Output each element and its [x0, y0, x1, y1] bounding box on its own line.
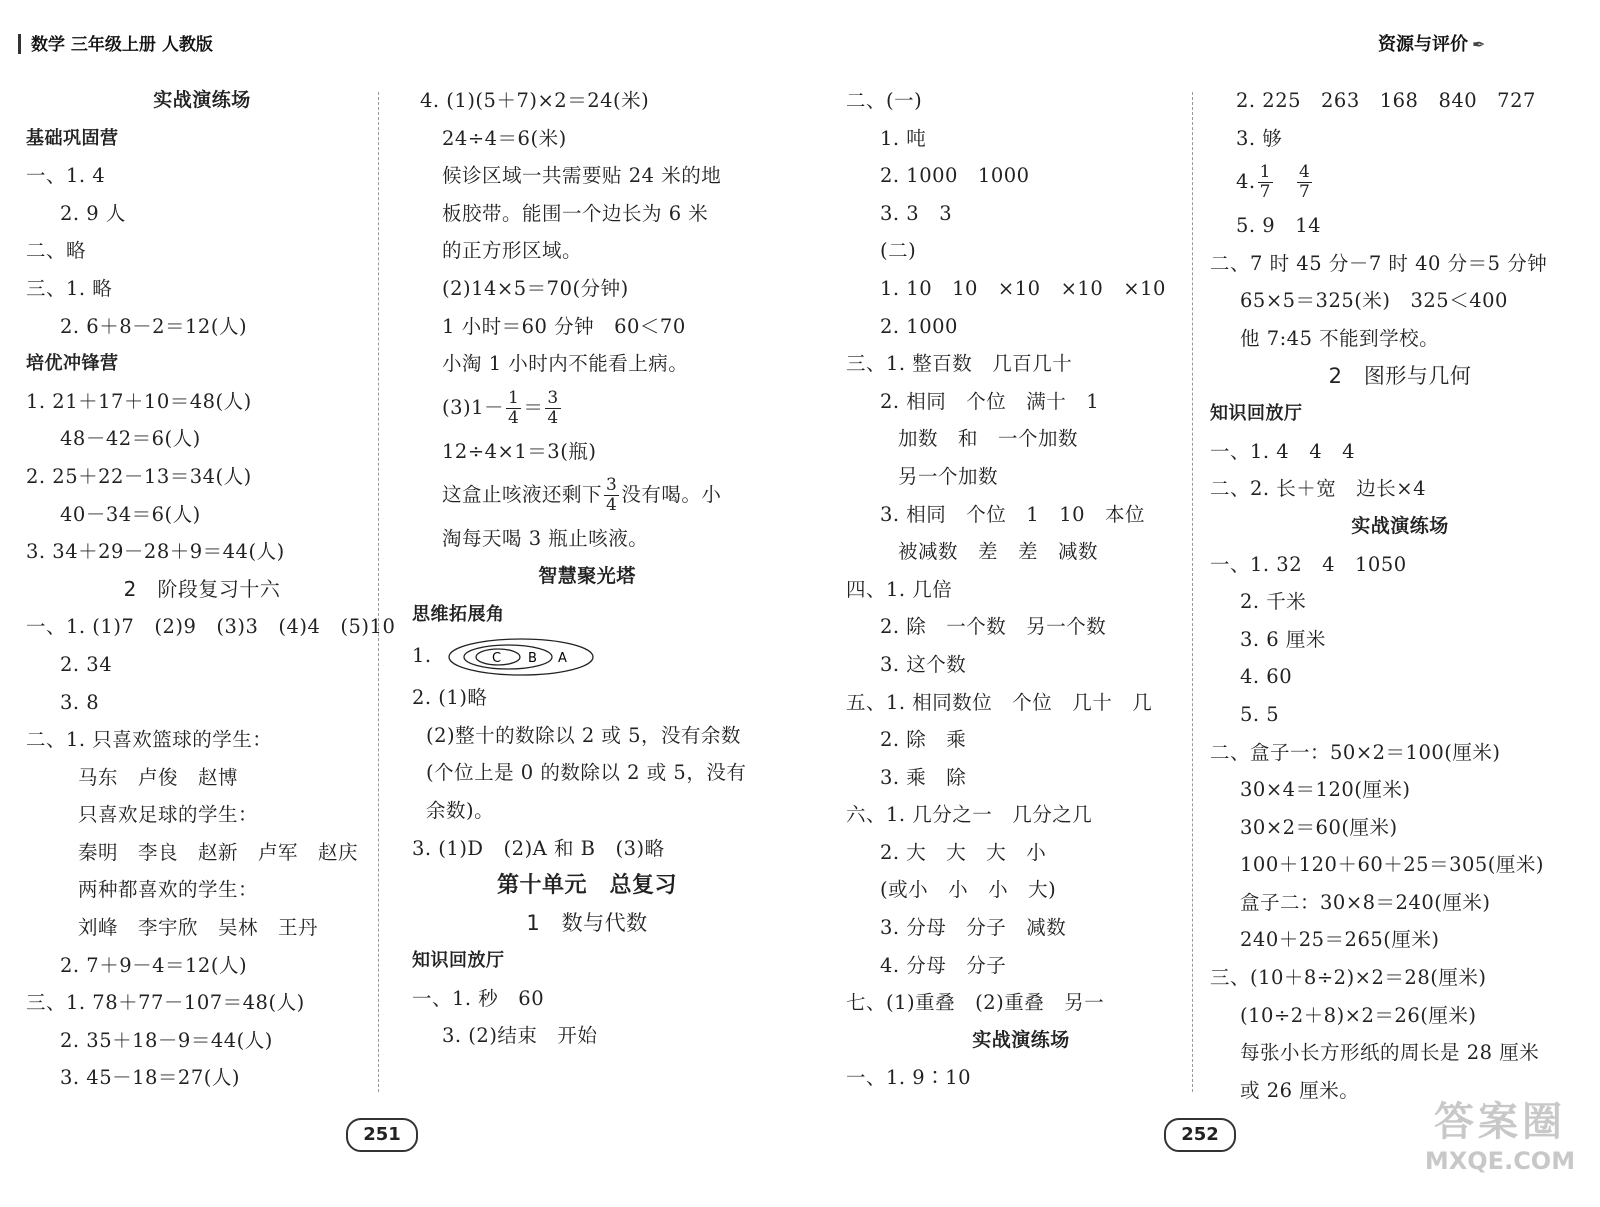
fraction — [545, 387, 560, 428]
section-heading: 实战演练场 — [1351, 514, 1449, 537]
numerator: 3 — [547, 387, 559, 408]
answer-line: 候诊区域一共需要贴 24 米的地 — [442, 164, 722, 188]
answer-line: 一、1. 32 4 1050 — [1210, 552, 1407, 576]
answer-line: 秦明 李良 赵新 卢军 赵庆 — [78, 840, 359, 864]
column-divider — [378, 92, 379, 1092]
equals-sign: ＝ — [523, 395, 544, 419]
answer-line: 2. 大 大 大 小 — [880, 840, 1047, 864]
answer-line: (个位上是 0 的数除以 2 或 5，没有 — [426, 761, 747, 785]
answer-column-1 — [26, 82, 396, 1097]
answer-line: 2. 34 — [60, 652, 113, 676]
label-c: C — [492, 650, 502, 666]
answer-line: 2. 除 乘 — [880, 728, 967, 752]
answer-line: 每张小长方形纸的周长是 28 厘米 — [1240, 1041, 1540, 1065]
answer-line: 5. 9 14 — [1236, 214, 1322, 238]
label-b: B — [528, 650, 538, 666]
fraction — [1297, 164, 1312, 201]
answer-line: 或 26 厘米。 — [1240, 1078, 1360, 1102]
answer-line: 48－42＝6(人) — [60, 427, 201, 451]
answer-line: 3. 分母 分子 减数 — [880, 916, 1067, 940]
answer-line: 二、7 时 45 分－7 时 40 分＝5 分钟 — [1210, 251, 1548, 275]
answer-line: 一、1. (1)7 (2)9 (3)3 (4)4 (5)10 — [26, 615, 396, 639]
answer-line: 三、1. 整百数 几百几十 — [846, 352, 1073, 376]
numerator: 1 — [508, 387, 520, 408]
nested-ellipse-diagram — [446, 637, 596, 677]
answer-line: 100＋120＋60＋25＝305(厘米) — [1240, 853, 1544, 877]
answer-line: 2. 相同 个位 满十 1 — [880, 389, 1100, 413]
denominator: 4 — [547, 407, 559, 428]
series-title — [1378, 30, 1485, 56]
fraction — [604, 477, 619, 514]
denominator: 4 — [508, 407, 520, 428]
answer-line: 2. 225 263 168 840 727 — [1236, 89, 1536, 112]
answer-line: 3. 3 3 — [880, 201, 953, 225]
item-number: 1. — [412, 644, 432, 668]
answer-line: 3. 这个数 — [880, 652, 967, 676]
answer-line: 2. 除 一个数 另一个数 — [880, 615, 1107, 639]
answer-line: 3. 45－18＝27(人) — [60, 1066, 240, 1090]
fraction-equation — [412, 383, 762, 433]
ellipse-a — [449, 639, 593, 675]
section-heading: 实战演练场 — [972, 1028, 1070, 1051]
answer-line: 4. (1)(5＋7)×2＝24(米) — [420, 89, 650, 112]
answer-line: 一、1. 4 4 4 — [1210, 439, 1356, 463]
answer-line: 加数 和 一个加数 — [898, 427, 1079, 451]
answer-line: 2. (1)略 — [412, 686, 488, 710]
numerator: 3 — [606, 475, 618, 496]
answer-line: 三、1. 略 — [26, 276, 113, 300]
answer-line: 3. 相同 个位 1 10 本位 — [880, 502, 1146, 526]
fraction — [1258, 164, 1273, 201]
answer-line: 只喜欢足球的学生： — [78, 803, 259, 827]
answer-line: 淘每天喝 3 瓶止咳液。 — [442, 527, 649, 551]
answer-line: (或小 小 小 大) — [880, 878, 1057, 902]
fraction — [506, 387, 521, 428]
answer-line: 30×4＝120(厘米) — [1240, 778, 1411, 802]
book-title — [18, 30, 213, 55]
answer-line: 1. 21＋17＋10＝48(人) — [26, 389, 252, 413]
chapter-title: 2 图形与几何 — [1328, 363, 1472, 388]
answer-line: 二、略 — [26, 239, 87, 263]
answer-line: (2)整十的数除以 2 或 5，没有余数 — [426, 723, 742, 747]
fraction-sentence — [412, 470, 762, 520]
answer-line: 3. 8 — [60, 690, 100, 714]
answer-line: 三、(10＋8÷2)×2＝28(厘米) — [1210, 966, 1487, 990]
logo-icon: ✒ — [1472, 35, 1486, 54]
answer-line: 小淘 1 小时内不能看上病。 — [442, 352, 689, 376]
answer-line: 30×2＝60(厘米) — [1240, 815, 1398, 839]
watermark-line-1: 答案圈 — [1434, 1099, 1566, 1145]
answer-line: 七、(1)重叠 (2)重叠 另一 — [846, 991, 1105, 1015]
answer-line: 3. 6 厘米 — [1240, 627, 1326, 651]
answer-line: 二、2. 长＋宽 边长×4 — [1210, 477, 1427, 501]
watermark — [1410, 1090, 1590, 1200]
answer-line: 2. 7＋9－4＝12(人) — [60, 953, 248, 977]
fraction-answer — [1210, 157, 1590, 207]
answer-line: 24÷4＝6(米) — [442, 126, 567, 150]
answer-line: 3. 够 — [1236, 126, 1283, 150]
title-bar-decoration — [18, 34, 21, 54]
answer-line: 的正方形区域。 — [442, 239, 583, 263]
answer-line: 2. 6＋8－2＝12(人) — [60, 314, 248, 338]
sentence-suffix: 没有喝。小 — [621, 483, 722, 507]
page-number-right: 252 — [1164, 1118, 1236, 1152]
equation-prefix: (3)1－ — [442, 395, 505, 419]
denominator: 7 — [1259, 182, 1271, 203]
answer-line: 六、1. 几分之一 几分之几 — [846, 803, 1093, 827]
answer-line: 两种都喜欢的学生： — [78, 878, 259, 902]
answer-line: 2. 千米 — [1240, 590, 1307, 614]
answer-line: (10÷2＋8)×2＝26(厘米) — [1240, 1003, 1477, 1027]
denominator: 7 — [1299, 182, 1311, 203]
answer-line: 余数)。 — [426, 798, 495, 822]
subsection-heading: 知识回放厅 — [412, 950, 505, 972]
answer-line: 他 7:45 不能到学校。 — [1240, 326, 1440, 350]
denominator: 4 — [606, 495, 618, 516]
answer-line: 二、1. 只喜欢篮球的学生： — [26, 728, 273, 752]
answer-line: 240＋25＝265(厘米) — [1240, 928, 1440, 952]
answer-line: 1 小时＝60 分钟 60＜70 — [442, 314, 686, 338]
answer-line: 12÷4×1＝3(瓶) — [442, 439, 597, 463]
numerator: 1 — [1259, 162, 1271, 183]
numerator: 4 — [1299, 162, 1311, 183]
answer-column-3 — [846, 82, 1196, 1097]
answer-line: 盒子二：30×8＝240(厘米) — [1240, 890, 1491, 914]
answer-line: 4. 分母 分子 — [880, 953, 1007, 977]
subsection-heading: 思维拓展角 — [412, 603, 505, 625]
answer-line: (2)14×5＝70(分钟) — [442, 276, 629, 300]
answer-line: 3. (2)结束 开始 — [442, 1024, 598, 1048]
answer-line: 一、1. 秒 60 — [412, 986, 545, 1010]
page-number-left: 251 — [346, 1118, 418, 1152]
answer-line: 二、(一) — [846, 89, 923, 112]
answer-line: 40－34＝6(人) — [60, 502, 201, 526]
ellipse-b — [464, 645, 552, 669]
answer-line: 5. 5 — [1240, 702, 1280, 726]
answer-line: 2. 25＋22－13＝34(人) — [26, 464, 252, 488]
section-heading: 实战演练场 — [153, 89, 251, 111]
answer-line: (二) — [880, 239, 917, 263]
answer-line: 二、盒子一：50×2＝100(厘米) — [1210, 740, 1501, 764]
answer-line: 三、1. 78＋77－107＝48(人) — [26, 991, 305, 1015]
label-a: A — [558, 650, 568, 666]
venn-answer — [412, 633, 762, 679]
answer-line: 2. 1000 1000 — [880, 164, 1030, 188]
answer-line: 一、1. 4 — [26, 164, 106, 188]
answer-line: 2. 1000 — [880, 314, 958, 338]
chapter-title: 1 数与代数 — [526, 910, 648, 935]
answer-line: 被减数 差 差 减数 — [898, 540, 1099, 564]
answer-line: 2. 35＋18－9＝44(人) — [60, 1028, 273, 1052]
answer-line: 4. 60 — [1240, 665, 1293, 689]
unit-title: 第十单元 总复习 — [496, 873, 677, 899]
answer-line: 3. 乘 除 — [880, 765, 967, 789]
answer-column-4 — [1210, 82, 1590, 1109]
answer-line: 马东 卢俊 赵博 — [78, 765, 239, 789]
section-heading: 智慧聚光塔 — [538, 564, 636, 587]
subsection-heading: 基础巩固营 — [26, 127, 119, 149]
section-heading: 2 阶段复习十六 — [123, 576, 281, 601]
answer-line: 板胶带。能围一个边长为 6 米 — [442, 201, 709, 225]
subsection-heading: 培优冲锋营 — [26, 353, 119, 375]
item-number: 4. — [1236, 170, 1256, 194]
answer-line: 1. 吨 — [880, 126, 927, 150]
answer-line: 65×5＝325(米) 325＜400 — [1240, 289, 1508, 313]
series-title-text: 资源与评价 — [1378, 34, 1468, 55]
subsection-heading: 知识回放厅 — [1210, 403, 1303, 425]
answer-line: 一、1. 9∶10 — [846, 1066, 972, 1090]
sentence-prefix: 这盒止咳液还剩下 — [442, 483, 603, 507]
answer-column-2 — [412, 82, 762, 1055]
answer-line: 1. 10 10 ×10 ×10 ×10 — [880, 276, 1166, 300]
answer-line: 3. 34＋29－28＋9＝44(人) — [26, 540, 285, 564]
answer-line: 四、1. 几倍 — [846, 577, 953, 601]
answer-line: 2. 9 人 — [60, 201, 126, 225]
watermark-line-2: MXQE.COM — [1424, 1147, 1576, 1175]
answer-line: 五、1. 相同数位 个位 几十 几 — [846, 690, 1153, 714]
answer-line: 刘峰 李宇欣 吴林 王丹 — [78, 916, 319, 940]
answer-line: 另一个加数 — [898, 464, 999, 488]
book-title-text: 数学 三年级上册 人教版 — [31, 35, 213, 55]
answer-line: 3. (1)D (2)A 和 B (3)略 — [412, 836, 665, 860]
